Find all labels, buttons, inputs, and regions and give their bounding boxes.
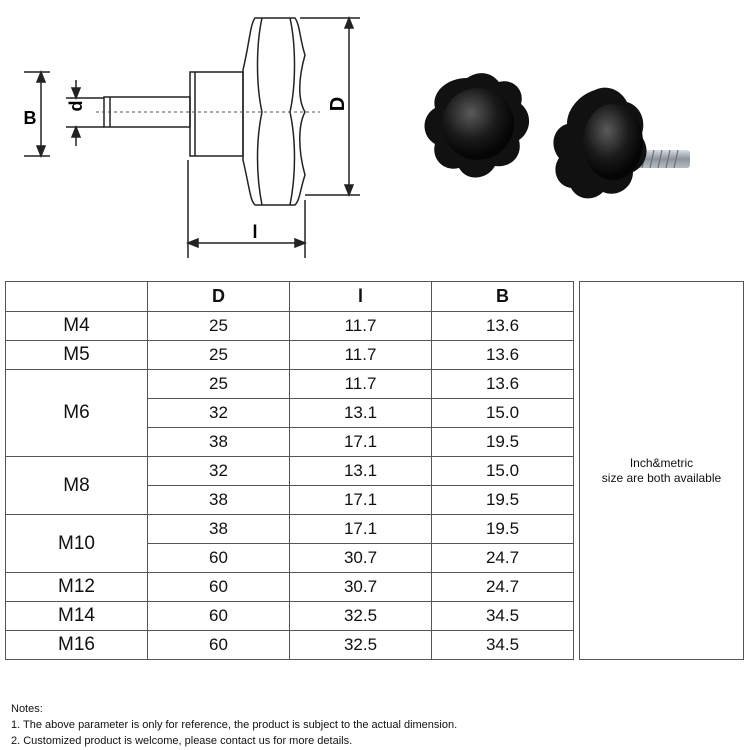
table-cell: 32.5: [290, 602, 432, 631]
table-row: [6, 370, 574, 399]
label-b: B: [23, 108, 37, 128]
table-cell: 13.6: [432, 370, 574, 399]
notes-section: [11, 701, 457, 749]
table-cell: 38: [148, 486, 290, 515]
table-cell: 25: [148, 341, 290, 370]
size-cell: M10: [6, 515, 148, 573]
size-cell: M14: [6, 602, 148, 631]
table-cell: 11.7: [290, 341, 432, 370]
table-header-row: [6, 282, 574, 312]
table-row: [6, 457, 574, 486]
table-cell: 13.6: [432, 341, 574, 370]
table-cell: 60: [148, 631, 290, 660]
availability-note-line: size are both available: [601, 470, 722, 485]
table-cell: 13.1: [290, 457, 432, 486]
table-row: [6, 631, 574, 660]
table-cell: 17.1: [290, 486, 432, 515]
label-d-large: D: [327, 96, 349, 112]
table-cell: 34.5: [432, 602, 574, 631]
availability-note-box: [579, 281, 744, 660]
table-cell: 19.5: [432, 515, 574, 544]
table-cell: 17.1: [290, 428, 432, 457]
header-cell: l: [290, 282, 432, 312]
table-cell: 15.0: [432, 457, 574, 486]
label-l: l: [252, 222, 258, 242]
table-cell: 60: [148, 602, 290, 631]
table-cell: 13.1: [290, 399, 432, 428]
notes-title: Notes:: [11, 703, 43, 715]
table-row: [6, 515, 574, 544]
notes-line: 1. The above parameter is only for reference, the product is subject to the actual dimension.: [11, 719, 458, 731]
table-cell: 19.5: [432, 486, 574, 515]
size-cell: M16: [6, 631, 148, 660]
table-cell: 60: [148, 544, 290, 573]
table-cell: 34.5: [432, 631, 574, 660]
label-d-small: d: [66, 100, 86, 112]
table-cell: 25: [148, 370, 290, 399]
spec-table: [5, 281, 574, 660]
header-cell: B: [432, 282, 574, 312]
size-cell: M12: [6, 573, 148, 602]
table-cell: 38: [148, 515, 290, 544]
size-cell: M8: [6, 457, 148, 515]
table-cell: 15.0: [432, 399, 574, 428]
notes-line: 2. Customized product is welcome, please contact us for more details.: [11, 735, 353, 747]
table-cell: 32.5: [290, 631, 432, 660]
availability-note-line: Inch&metric: [629, 455, 694, 470]
table-cell: 32: [148, 399, 290, 428]
table-cell: 11.7: [290, 312, 432, 341]
table-row: [6, 312, 574, 341]
table-cell: 30.7: [290, 544, 432, 573]
size-cell: M6: [6, 370, 148, 457]
size-cell: M5: [6, 341, 148, 370]
availability-note: [602, 456, 721, 486]
technical-drawing: [0, 0, 400, 270]
table-cell: 32: [148, 457, 290, 486]
product-photo: [395, 50, 715, 230]
table-row: [6, 573, 574, 602]
table-cell: 24.7: [432, 573, 574, 602]
table-row: [6, 341, 574, 370]
table-cell: 60: [148, 573, 290, 602]
table-cell: 38: [148, 428, 290, 457]
header-cell: D: [148, 282, 290, 312]
table-cell: 24.7: [432, 544, 574, 573]
table-cell: 13.6: [432, 312, 574, 341]
table-cell: 17.1: [290, 515, 432, 544]
header-cell: [6, 282, 148, 312]
table-cell: 30.7: [290, 573, 432, 602]
table-cell: 19.5: [432, 428, 574, 457]
table-row: [6, 602, 574, 631]
table-cell: 25: [148, 312, 290, 341]
size-cell: M4: [6, 312, 148, 341]
table-cell: 11.7: [290, 370, 432, 399]
